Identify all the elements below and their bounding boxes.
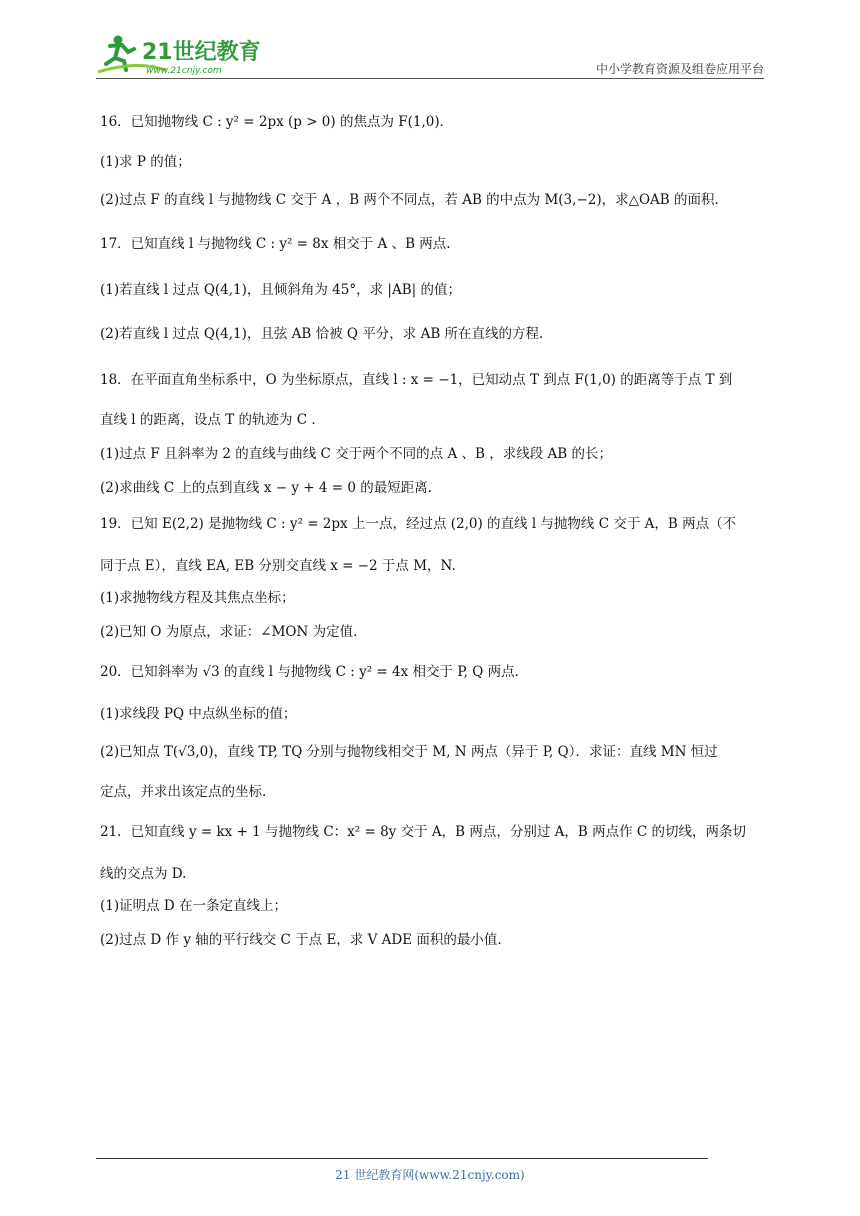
line-18-1: (1)过点 F 且斜率为 2 的直线与曲线 C 交于两个不同的点 A 、B ，求线段 AB 的长； — [100, 446, 612, 462]
line-20: 20．已知斜率为 √3 的直线 l 与抛物线 C : y² = 4x 相交于 P, Q 两点. — [100, 664, 519, 680]
line-18-b: 直线 l 的距离，设点 T 的轨迹为 C . — [100, 412, 316, 428]
logo-text: 21世纪教育 — [142, 40, 261, 65]
line-19-1: (1)求抛物线方程及其焦点坐标； — [100, 590, 295, 606]
line-21-1: (1)证明点 D 在一条定直线上； — [100, 898, 288, 914]
line-17: 17．已知直线 l 与抛物线 C : y² = 8x 相交于 A 、B 两点. — [100, 236, 451, 252]
logo-url: www.21cnjy.com — [146, 66, 222, 76]
line-16-1: (1)求 P 的值； — [100, 154, 191, 170]
line-20-2: (2)已知点 T(√3,0)，直线 TP, TQ 分别与抛物线相交于 M, N 两点（异于 P, Q）．求证：直线 MN 恒过 — [100, 744, 718, 760]
line-17-2: (2)若直线 l 过点 Q(4,1)，且弦 AB 恰被 Q 平分，求 AB 所在直线的方程. — [100, 326, 544, 342]
line-21-b: 线的交点为 D. — [100, 866, 187, 882]
header-platform-text: 中小学教育资源及组卷应用平台 — [595, 62, 764, 76]
line-16: 16．已知抛物线 C : y² = 2px (p > 0) 的焦点为 F(1,0)． — [100, 114, 454, 130]
line-21-2: (2)过点 D 作 y 轴的平行线交 C 于点 E，求 V ADE 面积的最小值. — [100, 932, 502, 948]
line-19-b: 同于点 E），直线 EA, EB 分别交直线 x = −2 于点 M，N. — [100, 558, 456, 574]
line-20-1: (1)求线段 PQ 中点纵坐标的值； — [100, 706, 297, 722]
header-divider — [96, 78, 764, 79]
line-16-2: (2)过点 F 的直线 l 与抛物线 C 交于 A ，B 两个不同点，若 AB 的中点为 M(3,−2)，求△OAB 的面积. — [100, 192, 719, 208]
line-18: 18．在平面直角坐标系中，O 为坐标原点，直线 l : x = −1，已知动点 T 到点 F(1,0) 的距离等于点 T 到 — [100, 372, 733, 388]
footer-divider — [96, 1158, 708, 1159]
line-18-2: (2)求曲线 C 上的点到直线 x − y + 4 = 0 的最短距离. — [100, 480, 433, 496]
page-footer: 21 世纪教育网(www.21cnjy.com) — [335, 1168, 525, 1182]
line-21: 21．已知直线 y = kx + 1 与抛物线 C：x² = 8y 交于 A，B 两点，分别过 A，B 两点作 C 的切线，两条切 — [100, 824, 747, 840]
line-19: 19．已知 E(2,2) 是抛物线 C : y² = 2px 上一点，经过点 (2,0) 的直线 l 与抛物线 C 交于 A，B 两点（不 — [100, 516, 737, 532]
line-20-b: 定点，并求出该定点的坐标. — [100, 784, 267, 800]
page-header — [96, 30, 764, 80]
line-19-2: (2)已知 O 为原点，求证：∠MON 为定值. — [100, 624, 358, 640]
logo-21cnjy — [96, 30, 266, 78]
line-17-1: (1)若直线 l 过点 Q(4,1)，且倾斜角为 45°，求 |AB| 的值； — [100, 282, 461, 298]
